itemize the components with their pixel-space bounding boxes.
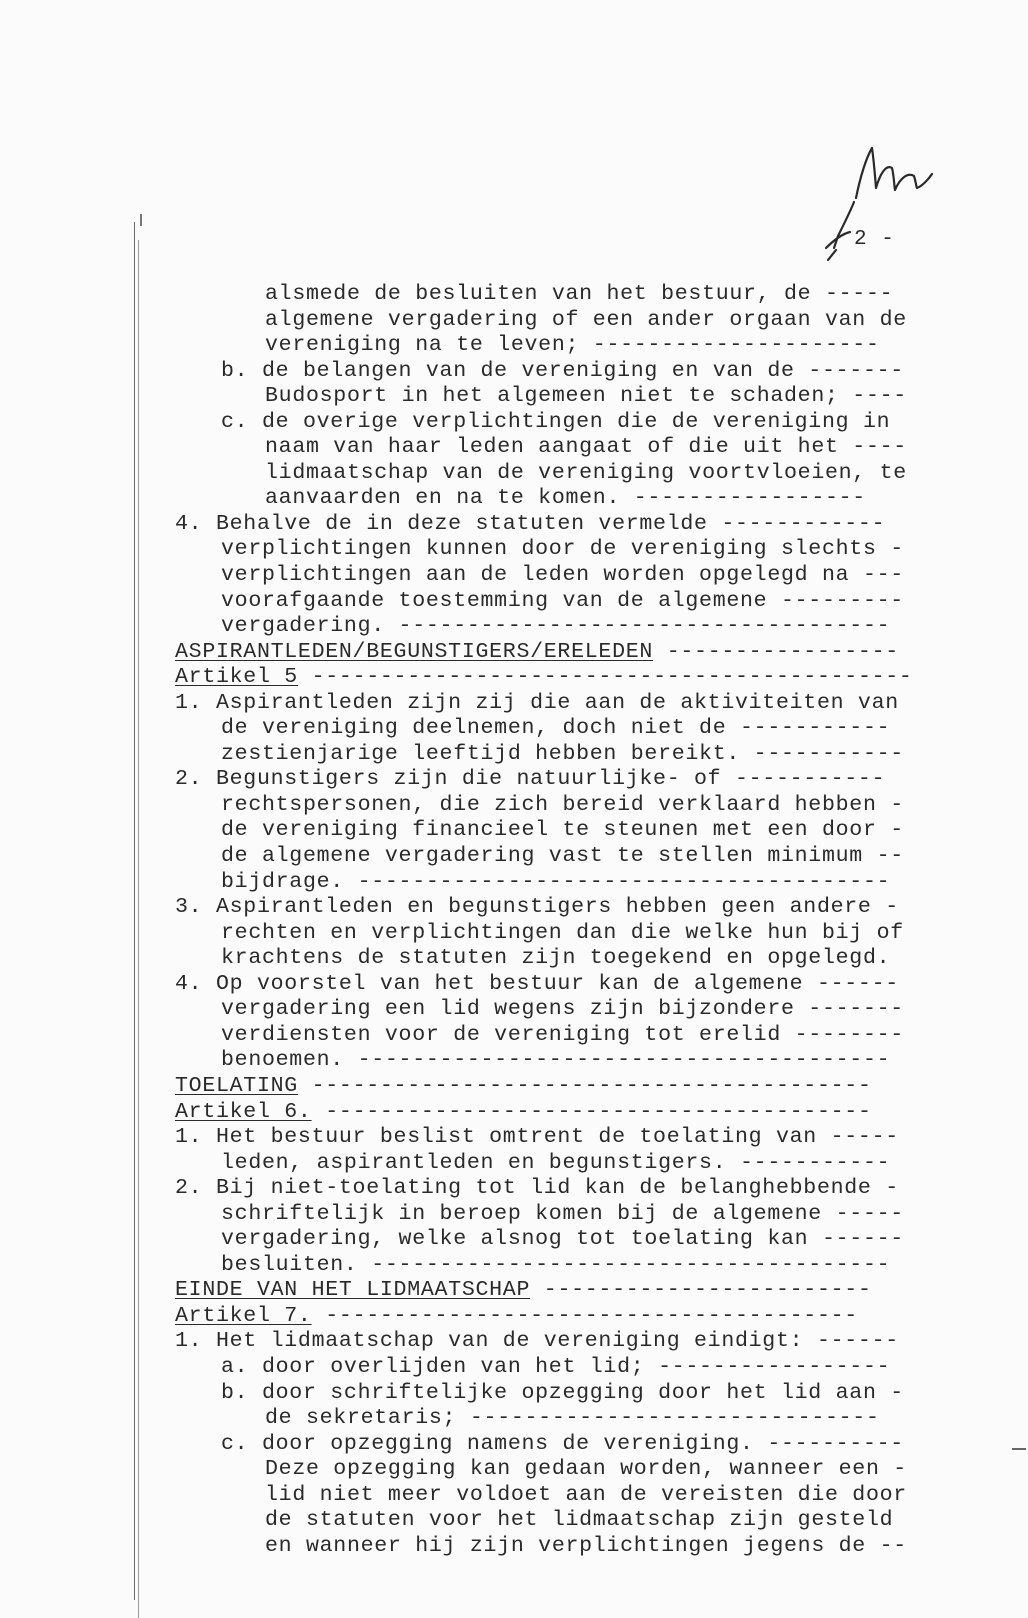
text-line: [175, 844, 987, 870]
line-text: b. door schriftelijke opzegging door het lid aan -: [221, 1380, 904, 1405]
text-line: [175, 1483, 987, 1509]
text-line: [175, 870, 987, 896]
text-line: [175, 691, 987, 717]
line-text: 1. Aspirantleden zijn zij die aan de aktiviteiten van: [175, 690, 899, 715]
line-text: c. door opzegging namens de vereniging. ----------: [221, 1431, 904, 1456]
section-heading: TOELATING: [175, 1073, 298, 1098]
heading-filler: ----------------------------------------: [325, 1099, 872, 1124]
margin-tick: [140, 214, 142, 226]
line-text: Deze opzegging kan gedaan worden, wanneer een -: [265, 1457, 907, 1482]
text-line: [175, 563, 987, 589]
text-line: [175, 308, 987, 334]
line-text: vereniging na te leven; ---------------------: [265, 333, 880, 358]
page-number: 2 -: [854, 228, 895, 251]
line-text: besluiten. --------------------------------------: [221, 1252, 891, 1277]
line-text: vergadering. ------------------------------------: [221, 614, 891, 639]
text-line: [175, 384, 987, 410]
heading-filler: ---------------------------------------: [325, 1303, 858, 1328]
heading-filler: -----------------------------------------: [311, 1073, 872, 1098]
heading-filler: --------------------------------------------: [311, 665, 913, 690]
line-text: a. door overlijden van het lid; -----------------: [221, 1354, 891, 1379]
text-line: [175, 742, 987, 768]
section-heading-line: [175, 1304, 987, 1330]
text-line: [175, 282, 987, 308]
text-line: [175, 895, 987, 921]
line-text: verplichtingen aan de leden worden opgelegd na ---: [221, 563, 904, 588]
section-heading: EINDE VAN HET LIDMAATSCHAP: [175, 1278, 531, 1303]
section-heading-line: [175, 1100, 987, 1126]
line-text: 1. Het lidmaatschap van de vereniging eindigt: ------: [175, 1329, 899, 1354]
text-line: [175, 435, 987, 461]
line-text: de sekretaris; ------------------------------: [265, 1406, 880, 1431]
line-text: rechten en verplichtingen dan die welke hun bij of: [221, 920, 904, 945]
line-text: leden, aspirantleden en begunstigers. -----------: [221, 1150, 891, 1175]
text-line: [175, 921, 987, 947]
text-line: [175, 793, 987, 819]
line-text: Budosport in het algemeen niet te schaden; ----: [265, 384, 907, 409]
text-line: [175, 1125, 987, 1151]
text-line: [175, 1457, 987, 1483]
text-line: [175, 1329, 987, 1355]
text-line: [175, 1432, 987, 1458]
line-text: lidmaatschap van de vereniging voortvloeien, te: [265, 460, 907, 485]
line-text: vergadering, welke alsnog tot toelating kan ------: [221, 1227, 904, 1252]
line-text: rechtspersonen, die zich bereid verklaard hebben -: [221, 792, 904, 817]
line-text: bijdrage. ---------------------------------------: [221, 869, 891, 894]
text-line: [175, 410, 987, 436]
line-text: 4. Behalve de in deze statuten vermelde ------------: [175, 511, 886, 536]
text-line: [175, 1508, 987, 1534]
line-text: 4. Op voorstel van het bestuur kan de algemene ------: [175, 971, 899, 996]
section-heading-line: [175, 1074, 987, 1100]
text-line: [175, 1227, 987, 1253]
line-text: de statuten voor het lidmaatschap zijn gesteld: [265, 1508, 894, 1533]
text-line: [175, 1355, 987, 1381]
text-line: [175, 767, 987, 793]
text-line: [175, 461, 987, 487]
document-body: [175, 282, 987, 1582]
section-heading: ASPIRANTLEDEN/BEGUNSTIGERS/ERELEDEN: [175, 639, 654, 664]
line-text: de vereniging financieel te steunen met een door -: [221, 818, 904, 843]
line-text: algemene vergadering of een ander orgaan van de: [265, 307, 907, 332]
line-text: vergadering een lid wegens zijn bijzondere -------: [221, 997, 904, 1022]
text-line: [175, 997, 987, 1023]
text-line: [175, 1151, 987, 1177]
line-text: 2. Begunstigers zijn die natuurlijke- of -----------: [175, 767, 886, 792]
edge-mark: [1012, 1448, 1026, 1450]
line-text: krachtens de statuten zijn toegekend en opgelegd.: [221, 946, 891, 971]
line-text: schriftelijk in beroep komen bij de algemene -----: [221, 1201, 904, 1226]
line-text: zestienjarige leeftijd hebben bereikt. -----------: [221, 741, 904, 766]
text-line: [175, 1406, 987, 1432]
text-line: [175, 333, 987, 359]
text-line: [175, 537, 987, 563]
section-heading-line: [175, 1278, 987, 1304]
text-line: [175, 818, 987, 844]
section-heading-line: [175, 665, 987, 691]
line-text: b. de belangen van de vereniging en van de -------: [221, 358, 904, 383]
text-line: [175, 614, 987, 640]
left-margin-rule-inner: [138, 240, 139, 1618]
line-text: 3. Aspirantleden en begunstigers hebben geen andere -: [175, 895, 899, 920]
text-line: [175, 512, 987, 538]
text-line: [175, 716, 987, 742]
text-line: [175, 972, 987, 998]
section-heading-line: [175, 640, 987, 666]
line-text: voorafgaande toestemming van de algemene ---------: [221, 588, 904, 613]
line-text: aanvaarden en na te komen. -----------------: [265, 486, 866, 511]
text-line: [175, 1023, 987, 1049]
heading-filler: ------------------------: [543, 1278, 872, 1303]
line-text: 1. Het bestuur beslist omtrent de toelating van -----: [175, 1125, 899, 1150]
line-text: alsmede de besluiten van het bestuur, de -----: [265, 282, 894, 306]
section-heading: Artikel 7.: [175, 1303, 312, 1328]
section-heading: Artikel 5: [175, 665, 298, 690]
line-text: lid niet meer voldoet aan de vereisten die door: [265, 1482, 907, 1507]
text-line: [175, 589, 987, 615]
text-line: [175, 486, 987, 512]
text-line: [175, 946, 987, 972]
heading-filler: -----------------: [666, 639, 899, 664]
text-line: [175, 1381, 987, 1407]
line-text: naam van haar leden aangaat of die uit het ----: [265, 435, 907, 460]
line-text: en wanneer hij zijn verplichtingen jegens de --: [265, 1533, 907, 1558]
text-line: [175, 1202, 987, 1228]
line-text: verdiensten voor de vereniging tot erelid --------: [221, 1022, 904, 1047]
text-line: [175, 1534, 987, 1560]
line-text: 2. Bij niet-toelating tot lid kan de belanghebbende -: [175, 1176, 899, 1201]
line-text: benoemen. ---------------------------------------: [221, 1048, 891, 1073]
text-line: [175, 1048, 987, 1074]
line-text: de vereniging deelnemen, doch niet de -----------: [221, 716, 891, 741]
section-heading: Artikel 6.: [175, 1099, 312, 1124]
line-text: de algemene vergadering vast te stellen minimum --: [221, 844, 904, 869]
line-text: verplichtingen kunnen door de vereniging slechts -: [221, 537, 904, 562]
text-line: [175, 359, 987, 385]
left-margin-rule: [134, 222, 135, 1600]
text-line: [175, 1253, 987, 1279]
text-line: [175, 1176, 987, 1202]
line-text: c. de overige verplichtingen die de vereniging in: [221, 409, 891, 434]
